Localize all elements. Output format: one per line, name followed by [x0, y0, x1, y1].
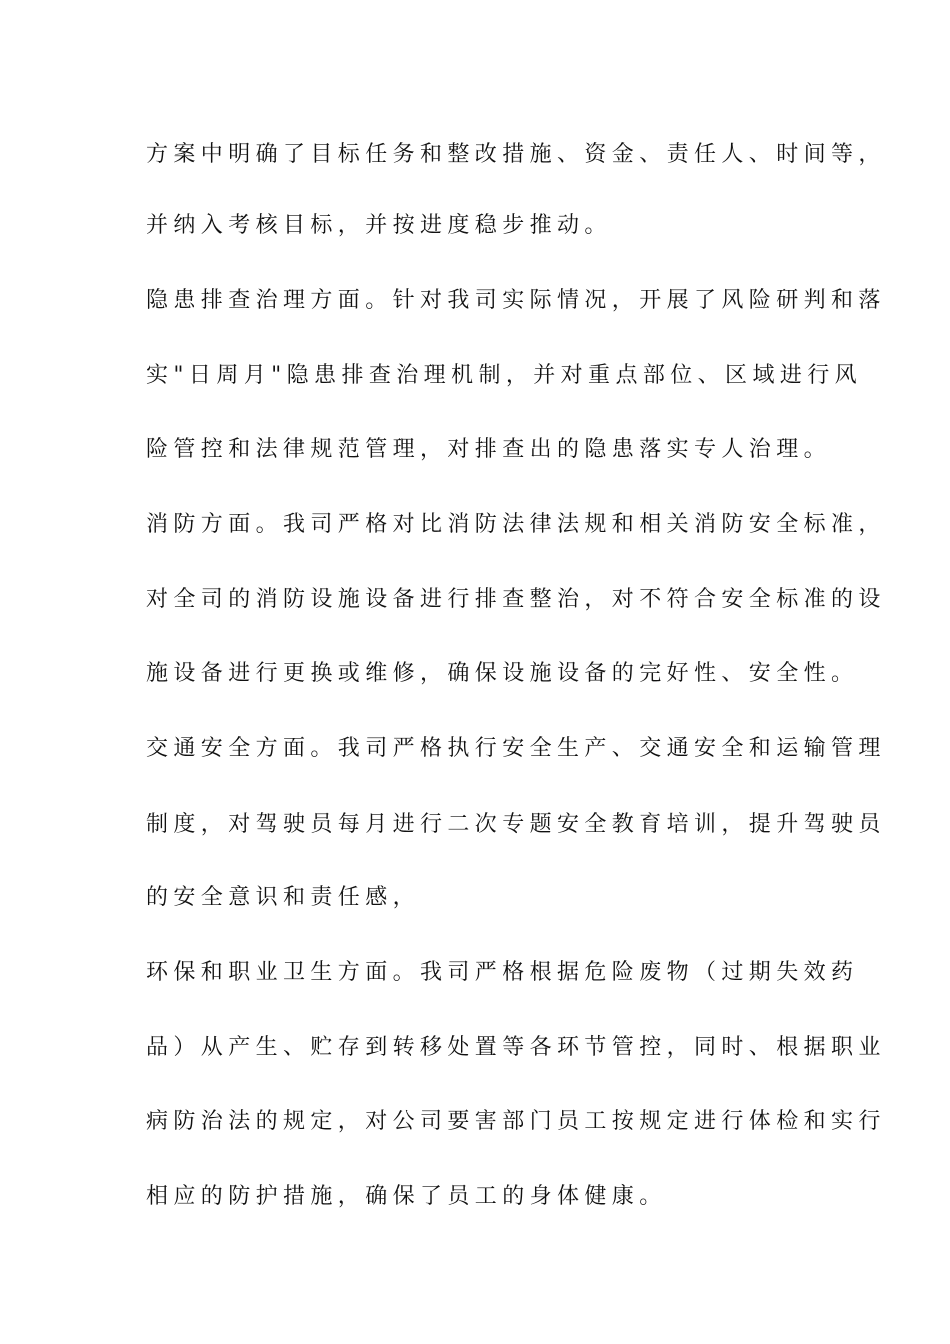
text-line-14: 病防治法的规定，对公司要害部门员工按规定进行体检和实行	[146, 1109, 886, 1134]
text-line-4: 实"日周月"隐患排查治理机制，并对重点部位、区域进行风	[146, 363, 863, 388]
text-line-1: 方案中明确了目标任务和整改措施、资金、责任人、时间等，	[146, 142, 886, 167]
text-line-11: 的安全意识和责任感，	[146, 885, 421, 910]
text-line-9: 交通安全方面。我司严格执行安全生产、交通安全和运输管理	[146, 736, 886, 761]
text-line-2: 并纳入考核目标，并按进度稳步推动。	[146, 213, 612, 238]
text-line-8: 施设备进行更换或维修，确保设施设备的完好性、安全性。	[146, 661, 859, 686]
text-line-7: 对全司的消防设施设备进行排查整治，对不符合安全标准的设	[146, 587, 886, 612]
text-line-10: 制度，对驾驶员每月进行二次专题安全教育培训，提升驾驶员	[146, 812, 886, 837]
text-line-5: 险管控和法律规范管理，对排查出的隐患落实专人治理。	[146, 437, 832, 462]
text-line-6: 消防方面。我司严格对比消防法律法规和相关消防安全标准，	[146, 512, 886, 537]
text-line-15: 相应的防护措施，确保了员工的身体健康。	[146, 1184, 667, 1209]
text-line-12: 环保和职业卫生方面。我司严格根据危险废物（过期失效药	[146, 960, 859, 985]
text-line-3: 隐患排查治理方面。针对我司实际情况，开展了风险研判和落	[146, 288, 886, 313]
text-line-13: 品）从产生、贮存到转移处置等各环节管控，同时、根据职业	[146, 1035, 886, 1060]
